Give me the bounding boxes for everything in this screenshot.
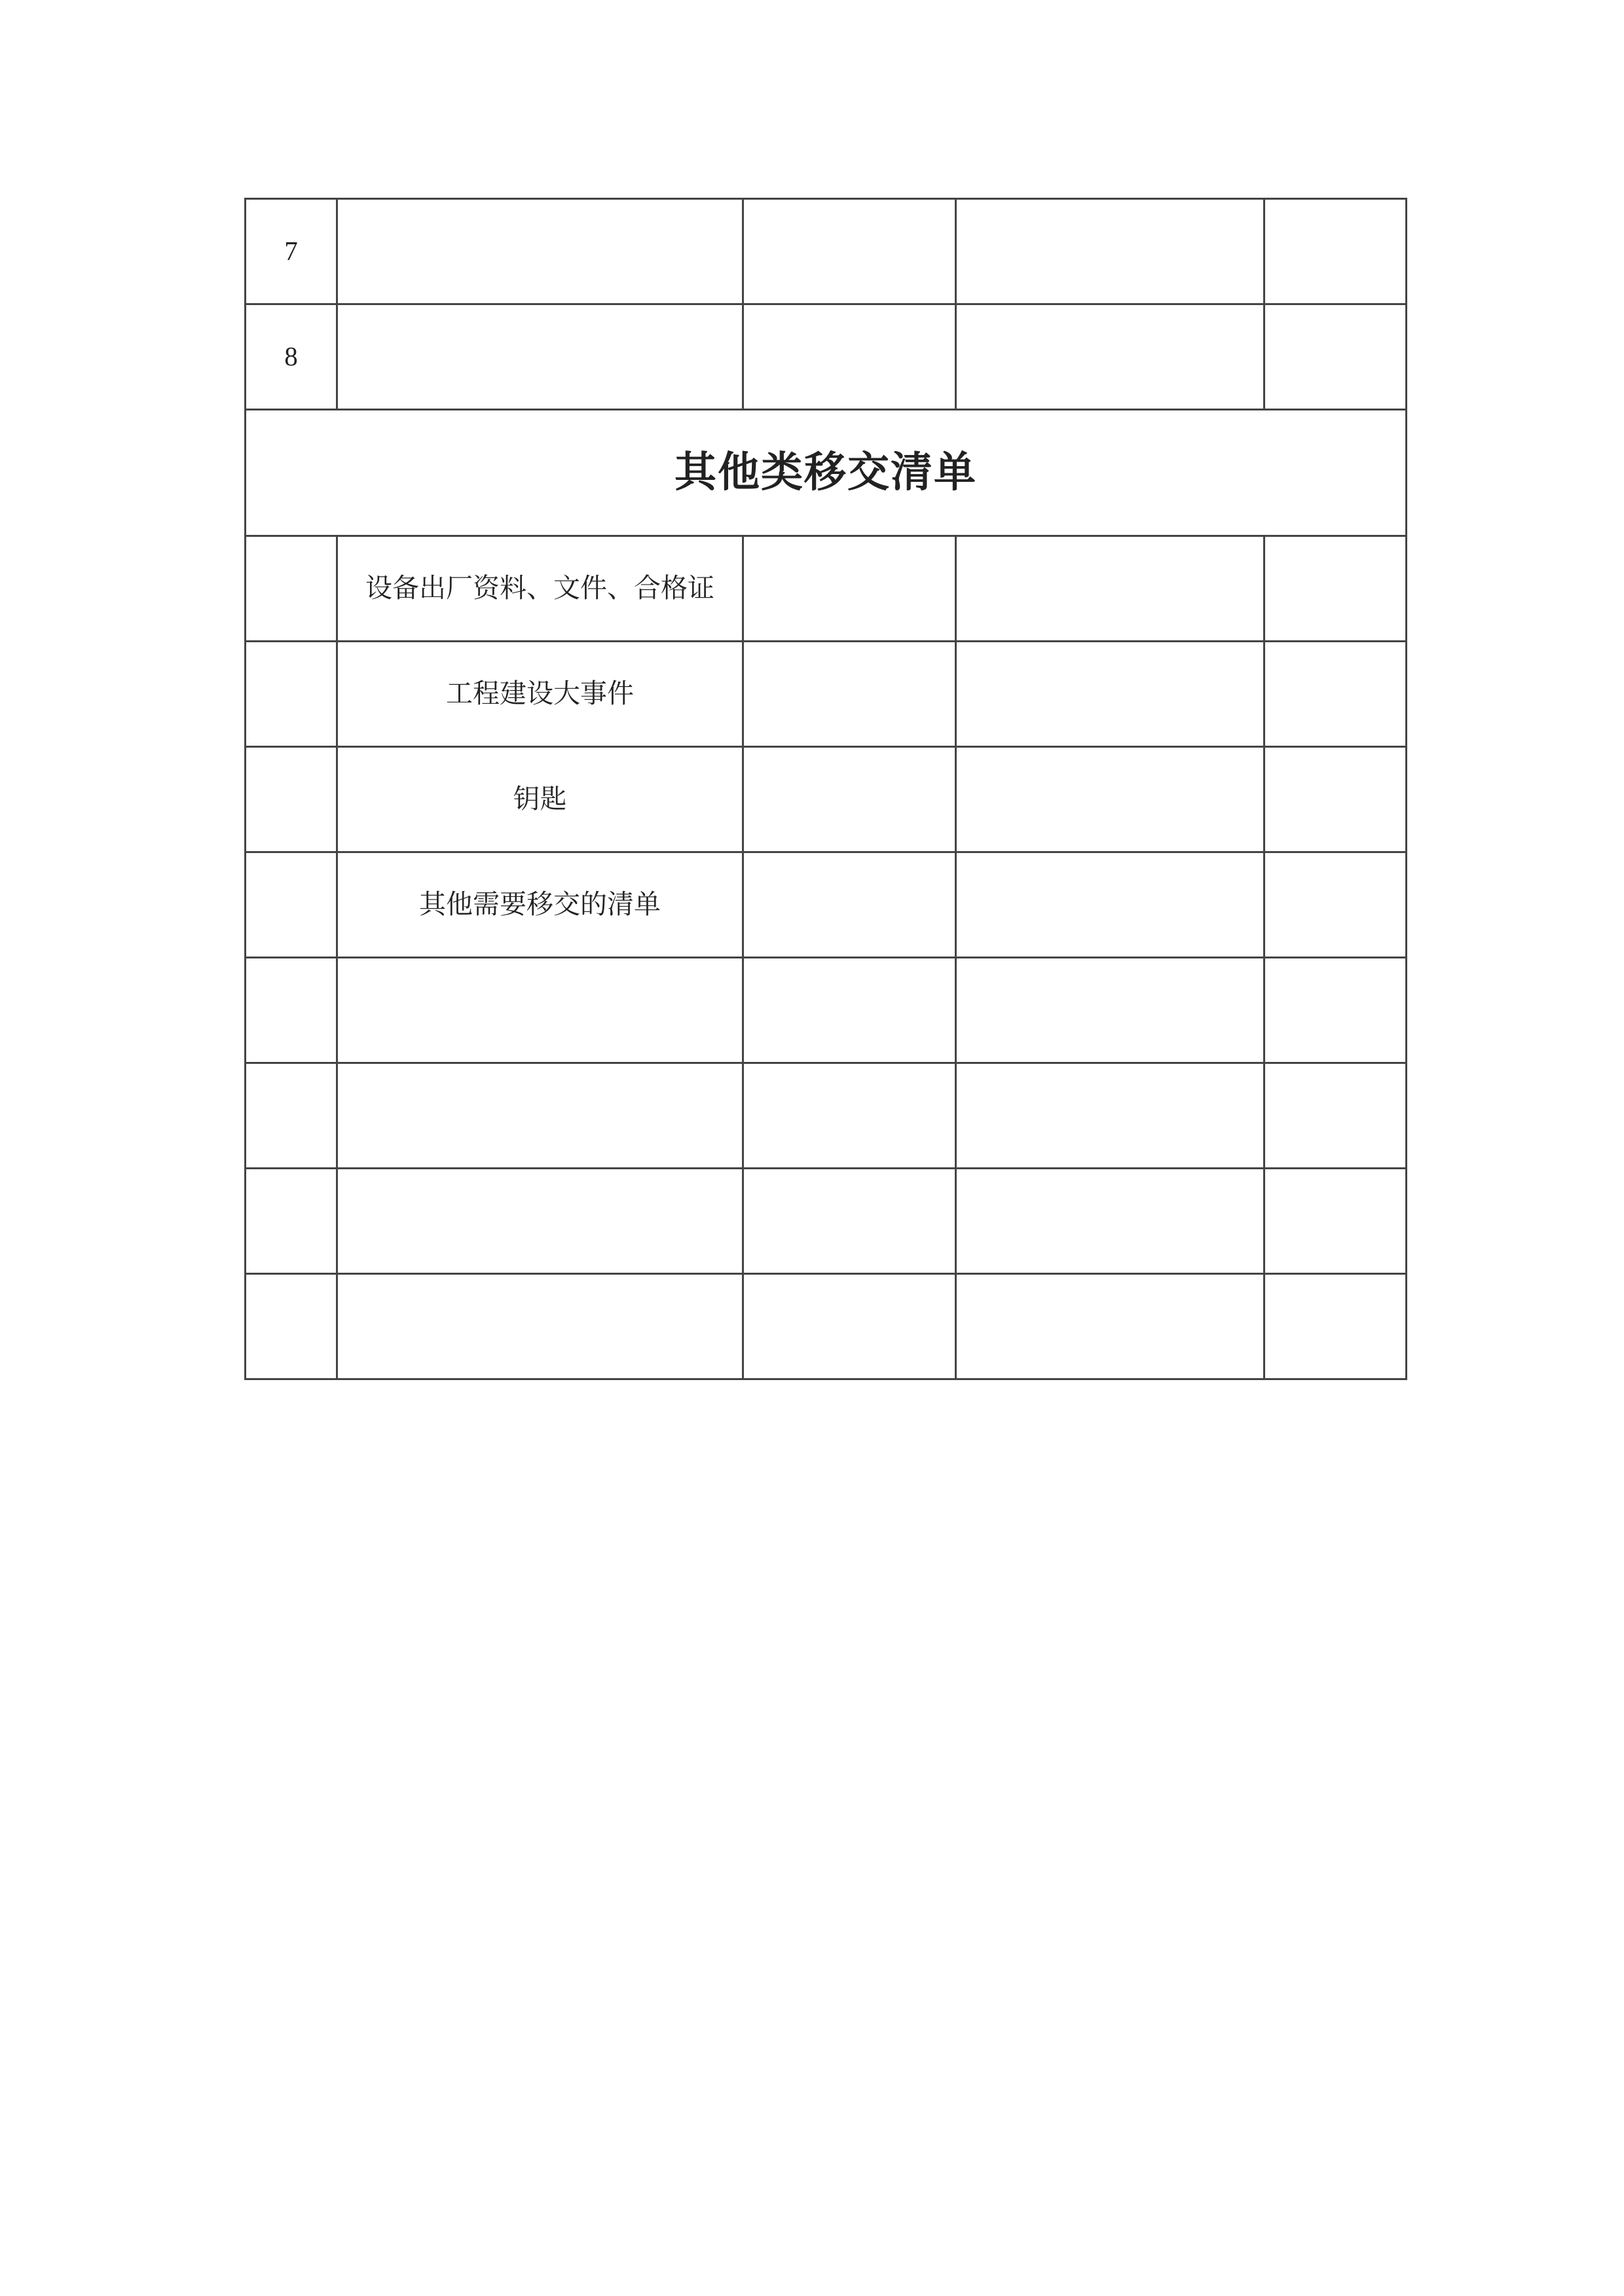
- row-number-cell: [246, 1274, 337, 1379]
- table-cell: [1264, 1274, 1407, 1379]
- table-cell: [743, 304, 956, 410]
- table-cell: [1264, 1063, 1407, 1169]
- section-title: 其他类移交清单: [246, 410, 1407, 536]
- table-cell: [956, 1063, 1264, 1169]
- table-cell: [1264, 958, 1407, 1063]
- row-number-cell: 7: [246, 199, 337, 304]
- table-cell: [1264, 852, 1407, 958]
- table-cell: [743, 852, 956, 958]
- item-name-cell: 设备出厂资料、文件、合格证: [337, 536, 743, 642]
- table-cell: [743, 1169, 956, 1274]
- table-cell: [1264, 304, 1407, 410]
- table-cell: [743, 1063, 956, 1169]
- table-cell: [743, 1274, 956, 1379]
- table-cell: [1264, 747, 1407, 852]
- table-cell: [956, 1274, 1264, 1379]
- table-row: [246, 304, 1407, 410]
- item-name-cell: [337, 958, 743, 1063]
- handover-table: [244, 198, 1407, 1380]
- item-name-cell: [337, 304, 743, 410]
- table-cell: [1264, 199, 1407, 304]
- table-row: [246, 199, 1407, 304]
- item-name-cell: [337, 199, 743, 304]
- row-number-cell: [246, 852, 337, 958]
- table-cell: [956, 852, 1264, 958]
- item-name-cell: 其他需要移交的清单: [337, 852, 743, 958]
- table-row: [246, 642, 1407, 747]
- section-header-row: [246, 410, 1407, 536]
- table-cell: [956, 958, 1264, 1063]
- table-cell: [956, 642, 1264, 747]
- table-cell: [956, 199, 1264, 304]
- table-cell: [1264, 536, 1407, 642]
- row-number-cell: [246, 642, 337, 747]
- table-row: [246, 852, 1407, 958]
- row-number-cell: 8: [246, 304, 337, 410]
- table-cell: [743, 747, 956, 852]
- item-name-cell: [337, 1063, 743, 1169]
- row-number-cell: [246, 958, 337, 1063]
- table-cell: [1264, 642, 1407, 747]
- table-cell: [743, 642, 956, 747]
- table-cell: [743, 958, 956, 1063]
- item-name-cell: 工程建设大事件: [337, 642, 743, 747]
- table-row: [246, 1169, 1407, 1274]
- table-row: [246, 1063, 1407, 1169]
- row-number-cell: [246, 1063, 337, 1169]
- row-number-cell: [246, 1169, 337, 1274]
- row-number-cell: [246, 536, 337, 642]
- item-name-cell: [337, 1169, 743, 1274]
- item-name-cell: 钥匙: [337, 747, 743, 852]
- handover-document: [244, 198, 1405, 1380]
- table-cell: [956, 536, 1264, 642]
- table-row: [246, 747, 1407, 852]
- item-name-cell: [337, 1274, 743, 1379]
- table-cell: [1264, 1169, 1407, 1274]
- table-cell: [956, 1169, 1264, 1274]
- table-row: [246, 958, 1407, 1063]
- row-number-cell: [246, 747, 337, 852]
- table-cell: [956, 747, 1264, 852]
- table-cell: [743, 536, 956, 642]
- table-cell: [743, 199, 956, 304]
- table-row: [246, 1274, 1407, 1379]
- table-cell: [956, 304, 1264, 410]
- table-row: [246, 536, 1407, 642]
